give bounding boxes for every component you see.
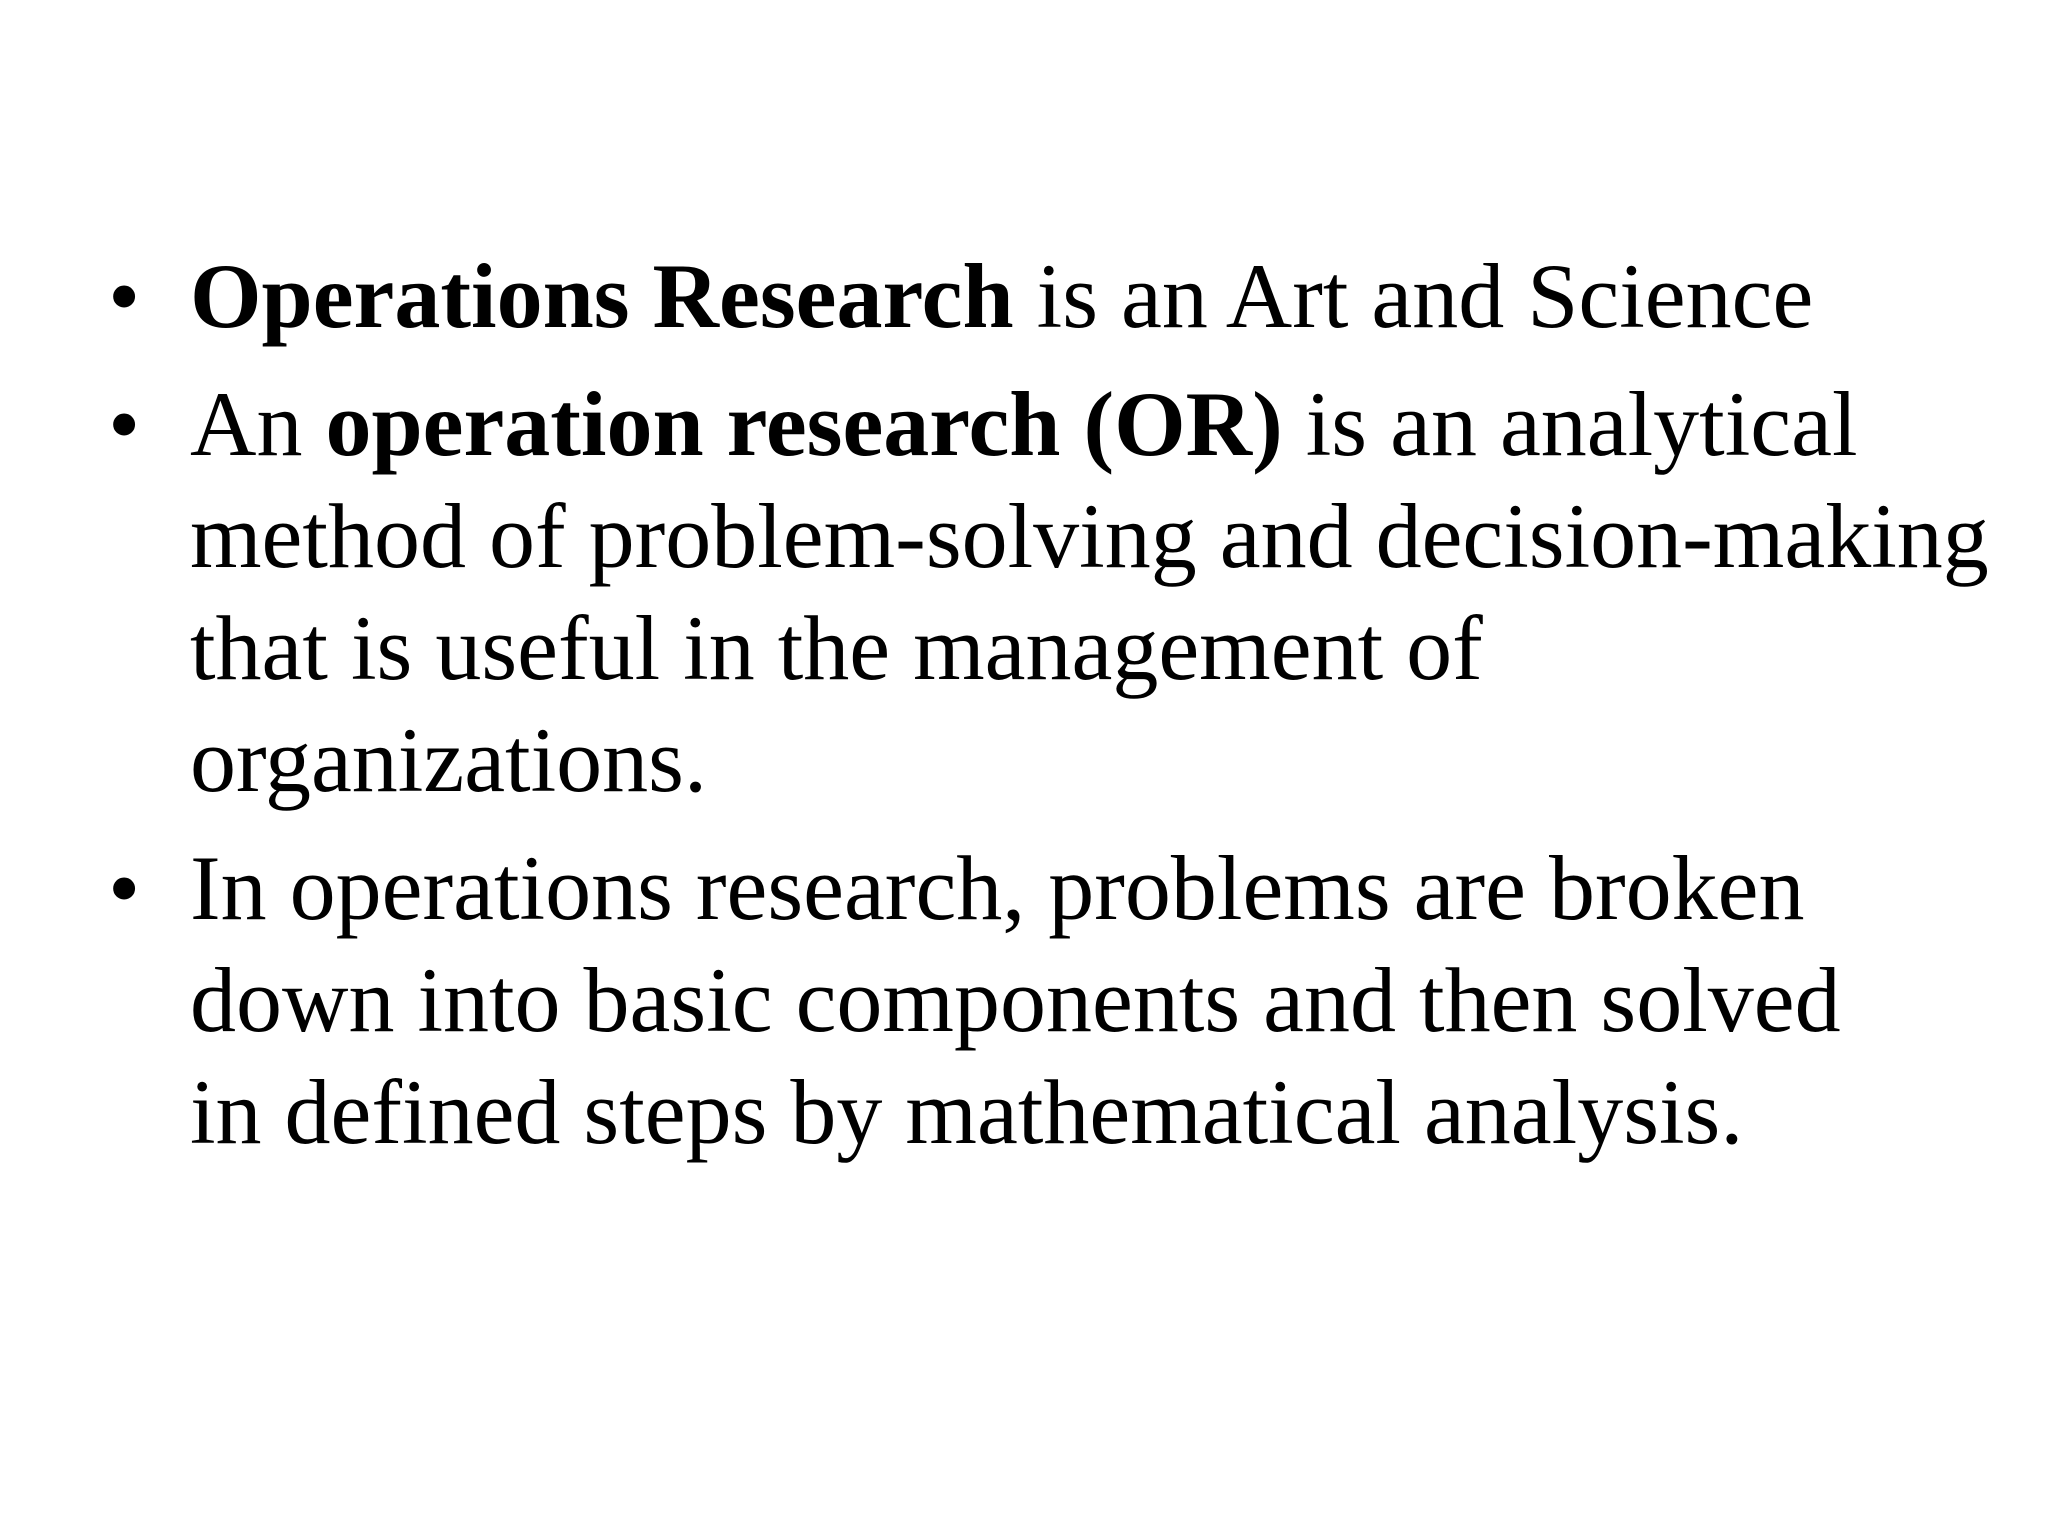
bold-term: operation research (OR) [325, 373, 1283, 475]
bullet-list [0, 240, 2048, 1184]
bullet-dot-icon: • [108, 837, 141, 939]
bullet-line: down into basic components and then solved [190, 949, 1841, 1051]
bullet-line: organizations. [190, 709, 707, 811]
bold-term: Operations Research [190, 245, 1014, 347]
bullet-line [190, 240, 2008, 352]
bullet-line: in defined steps by mathematical analysis. [190, 1061, 1744, 1163]
bullet-text: is an analytical [1282, 373, 1858, 475]
bullet-item-3 [0, 832, 2048, 1168]
bullet-text: An [190, 373, 326, 475]
bullet-dot-icon: • [108, 245, 141, 347]
bullet-line: In operations research, problems are broken [190, 837, 1805, 939]
bullet-item-1 [0, 240, 2048, 352]
bullet-line: method of problem-solving and decision-making [190, 485, 1989, 587]
bullet-item-2 [0, 368, 2048, 816]
bullet-text: is an Art and Science [1013, 245, 1814, 347]
bullet-line [190, 368, 2008, 480]
bullet-line: that is useful in the management of [190, 597, 1483, 699]
bullet-dot-icon: • [108, 373, 141, 475]
